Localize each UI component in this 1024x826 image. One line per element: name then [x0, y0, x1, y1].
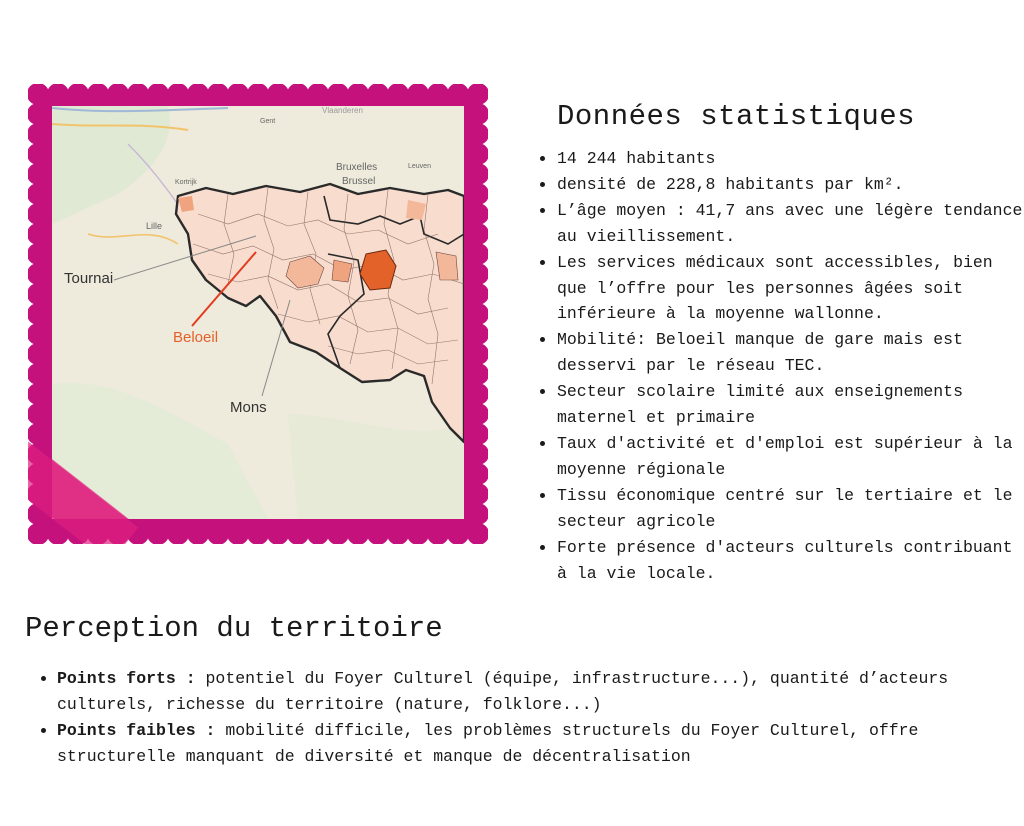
perception-list [37, 666, 957, 770]
map-label-lille: Lille [146, 221, 163, 231]
stats-item-culture: • Forte présence d'acteurs culturels contribuant à la vie locale. [556, 535, 1024, 587]
map-label-gent: Gent [260, 118, 276, 125]
stats-item-age: • L’âge moyen : 41,7 ans avec une légère tendance au vieillissement. [556, 198, 1024, 250]
map-frame [28, 84, 488, 544]
weaknesses-label: Points faibles : [57, 720, 216, 740]
stats-item-density: • densité de 228,8 habitants par km². [556, 172, 1024, 198]
perception-strengths [57, 666, 957, 718]
map-label-kortrijk: Kortrijk [175, 179, 197, 186]
map-label-vlaanderen: Vlaanderen [322, 106, 363, 115]
strengths-label: Points forts : [57, 669, 196, 688]
stats-item-population: • 14 244 habitants [556, 146, 1024, 172]
map-label-beloeil: Beloeil [173, 329, 219, 346]
map-label-leuven: Leuven [408, 163, 431, 170]
map-label-bruxelles: Bruxelles [336, 162, 378, 173]
strengths-text: potentiel du Foyer Culturel (équipe, infrastructure...), quantité d’acteurs culturels, richesse du territoire (nature, folklore...) [57, 669, 949, 714]
weaknesses-text: mobilité difficile, les problèmes structurels du Foyer Culturel, offre structurelle manquant de diversité et manque de décentralisation [57, 720, 919, 766]
region-map [28, 106, 464, 544]
stats-list [536, 146, 1024, 586]
stats-item-mobility: • Mobilité: Beloeil manque de gare mais est desservi par le réseau TEC. [556, 327, 1024, 379]
perception-weaknesses [57, 718, 957, 770]
map-card [28, 84, 488, 544]
map-label-mons: Mons [230, 399, 267, 416]
stats-title: Données statistiques [557, 100, 916, 133]
stats-item-medical: • Les services médicaux sont accessibles, bien que l’offre pour les personnes âgées soit inférieure à la moyenne wallonne. [556, 250, 1024, 328]
stats-item-employment: • Taux d'activité et d'emploi est supérieur à la moyenne régionale [556, 431, 1024, 483]
map-label-brussel: Brussel [342, 176, 376, 187]
stats-item-schools: • Secteur scolaire limité aux enseignements maternel et primaire [556, 379, 1024, 431]
map-label-tournai: Tournai [64, 270, 114, 287]
stats-item-economy: • Tissu économique centré sur le tertiaire et le secteur agricole [556, 483, 1024, 535]
perception-title: Perception du territoire [25, 612, 443, 645]
